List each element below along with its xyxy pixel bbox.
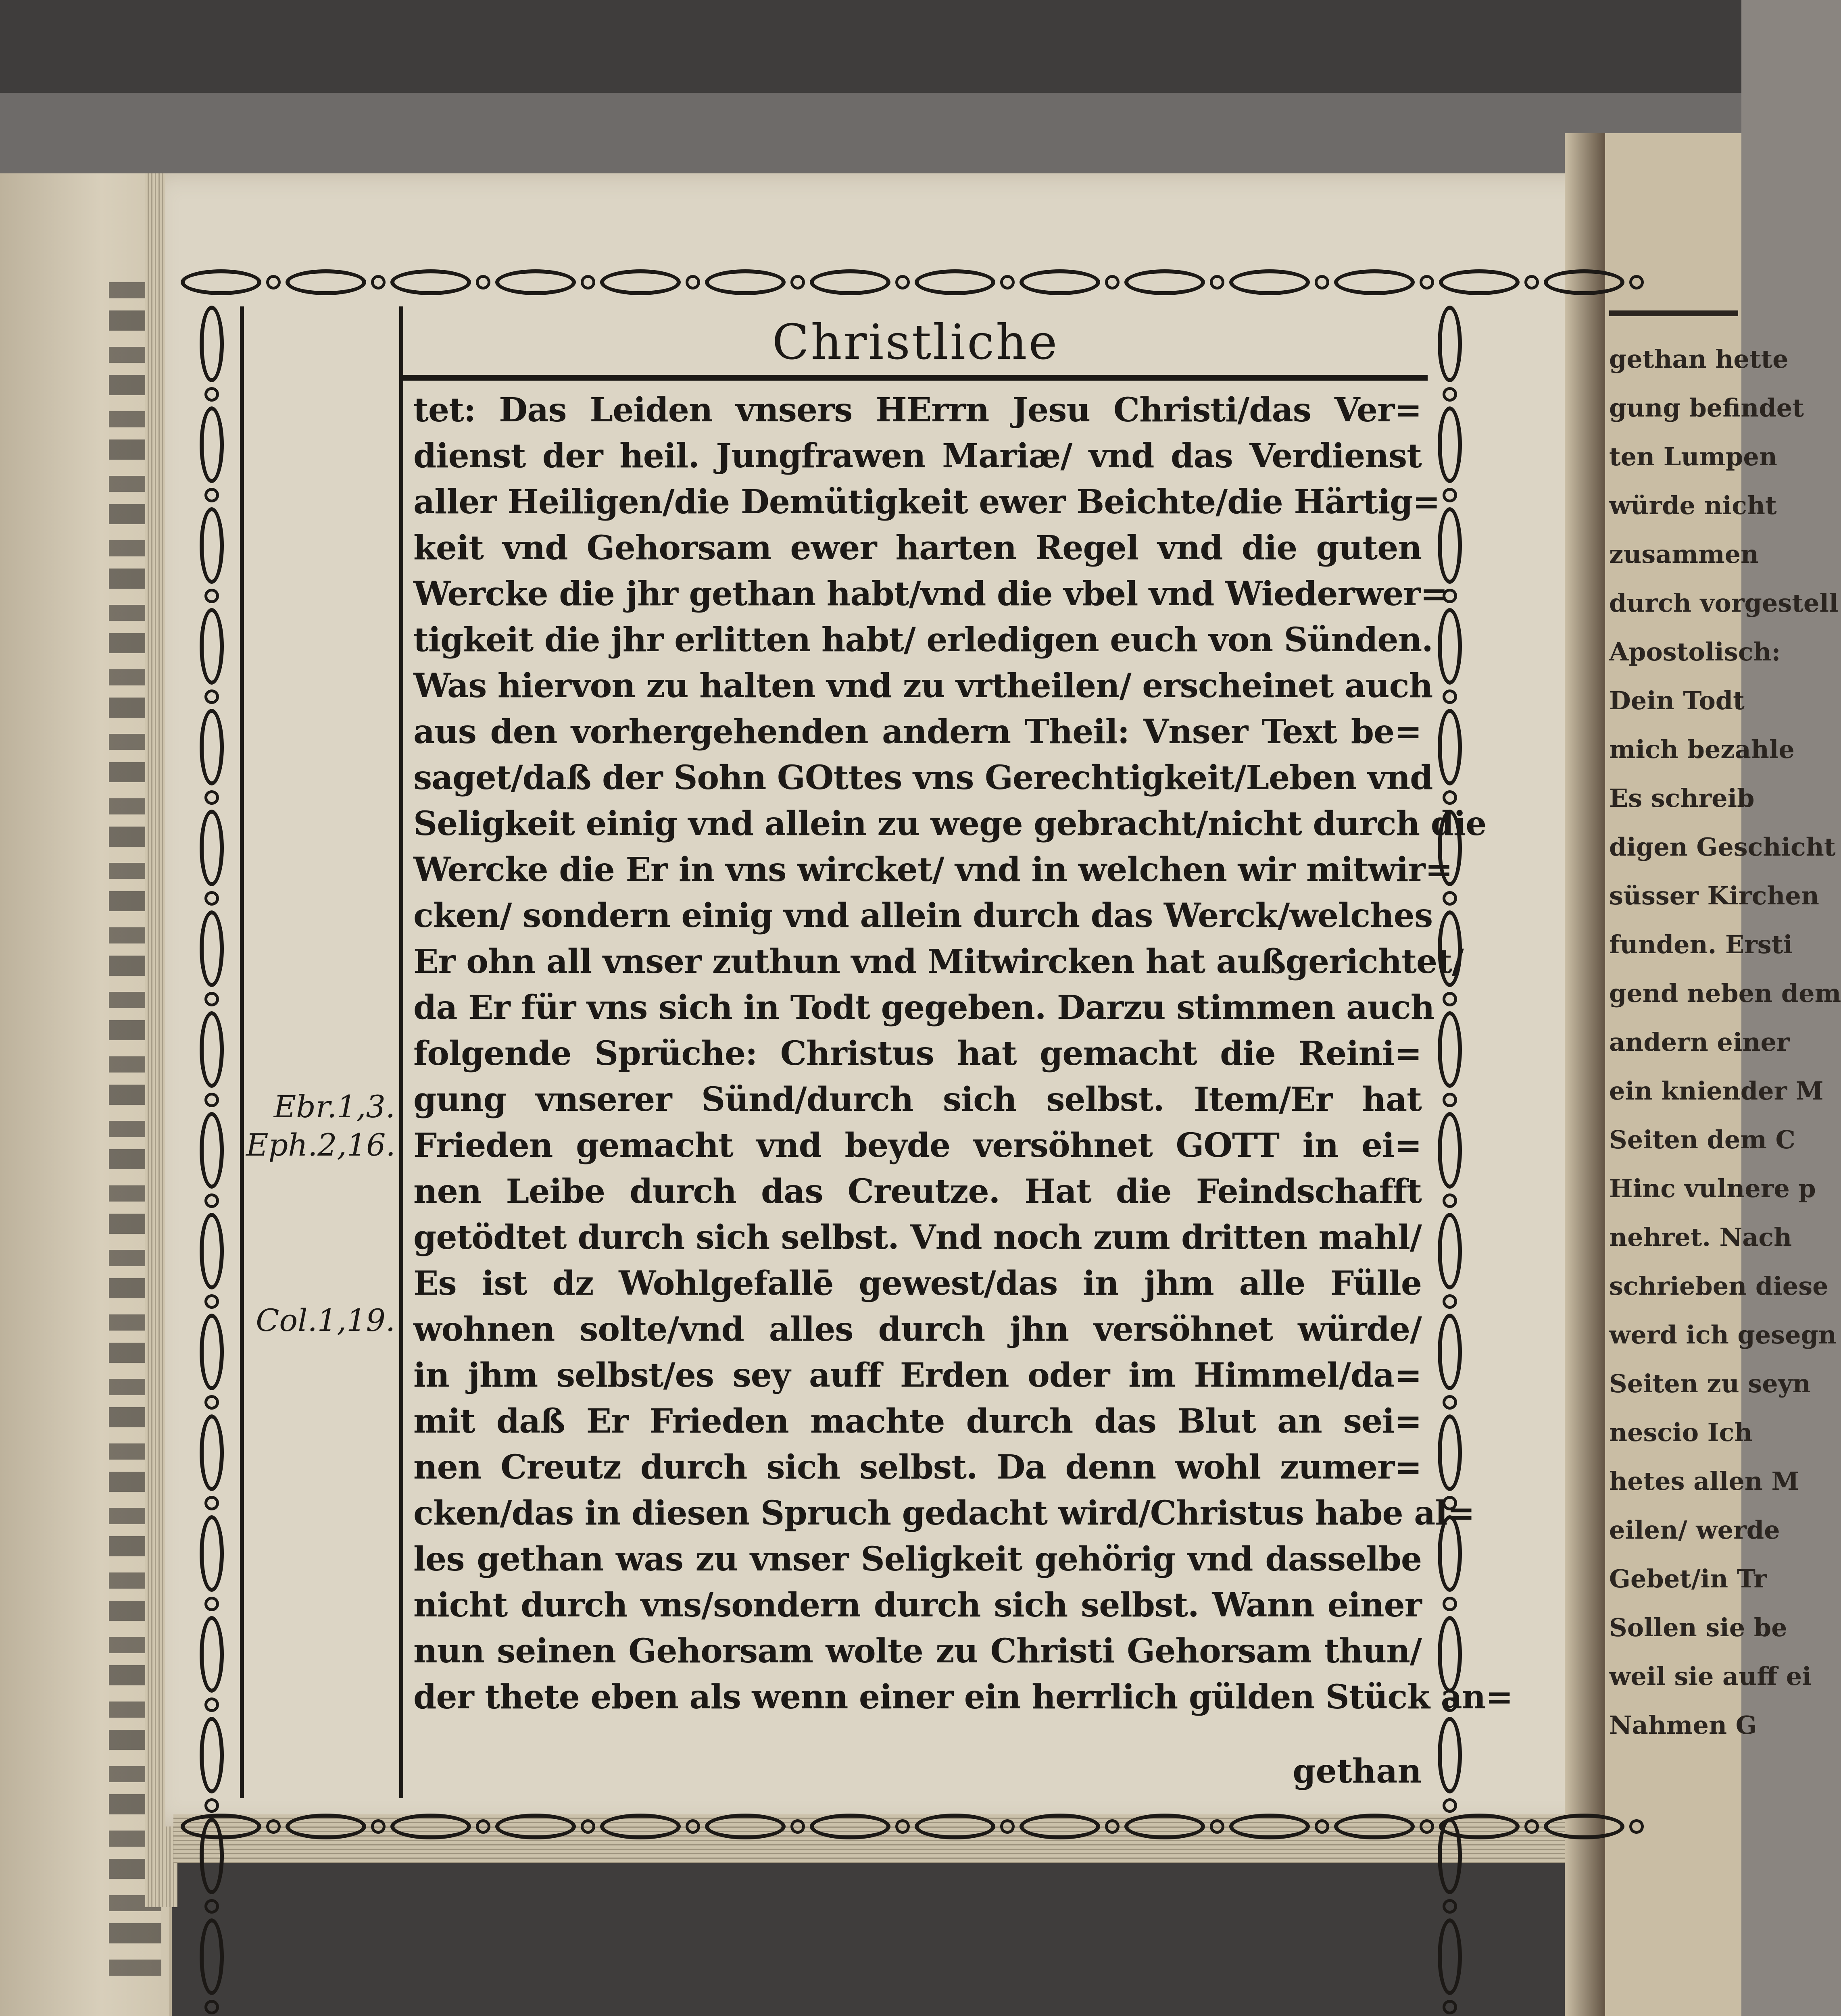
ornament-dot bbox=[1443, 488, 1457, 502]
ornament-dot bbox=[1105, 275, 1120, 289]
ornament-link bbox=[495, 269, 576, 295]
ornament-dot bbox=[1443, 1899, 1457, 1914]
ornament-dot bbox=[1315, 275, 1329, 289]
ornament-link bbox=[1438, 1414, 1462, 1491]
right-page-line: gethan hette bbox=[1609, 344, 1789, 374]
ornament-dot bbox=[790, 1819, 805, 1834]
ornament-link bbox=[1438, 709, 1462, 785]
text-line: da Er für vns sich in Todt gegeben. Darzu stimmen auch bbox=[413, 988, 1434, 1027]
ornament-dot bbox=[1443, 1294, 1457, 1309]
ornament-dot bbox=[895, 1819, 910, 1834]
ornament-link bbox=[200, 910, 224, 987]
ornament-dot bbox=[204, 790, 219, 805]
text-line: Seligkeit einig vnd allein zu wege gebracht/nicht durch die bbox=[413, 804, 1487, 843]
body-text bbox=[413, 387, 1513, 1720]
ornament-link bbox=[200, 1314, 224, 1390]
margin-note-eph: Eph.2,16. bbox=[246, 1127, 396, 1163]
ornament-dot bbox=[790, 275, 805, 289]
ornament-dot bbox=[1443, 2000, 1457, 2014]
right-page bbox=[1605, 133, 1841, 2016]
text-line: nen Creutz durch sich selbst. Da denn wohl zumer= bbox=[413, 1448, 1422, 1487]
ornament-dot bbox=[1443, 387, 1457, 402]
ornament-link bbox=[200, 1717, 224, 1793]
ornament-link bbox=[1438, 1112, 1462, 1189]
text-line: les gethan was zu vnser Seligkeit gehörig vnd dasselbe bbox=[413, 1540, 1422, 1579]
ornament-link bbox=[200, 306, 224, 382]
ornament-link bbox=[1438, 608, 1462, 685]
text-line: tigkeit die jhr erlitten habt/ erledigen euch von Sünden. bbox=[413, 621, 1433, 659]
ornament-dot bbox=[1315, 1819, 1329, 1834]
ornament-dot bbox=[204, 992, 219, 1006]
ornament-dot bbox=[1443, 891, 1457, 906]
ornament-dot bbox=[204, 1798, 219, 1813]
ornament-link bbox=[200, 1818, 224, 1894]
ornament-dot bbox=[1443, 1597, 1457, 1611]
right-page-line: Apostolisch: bbox=[1609, 637, 1781, 666]
right-page-line: eilen/ werde bbox=[1609, 1515, 1780, 1545]
ornament-link bbox=[1229, 269, 1310, 295]
right-page-line: nehret. Nach bbox=[1609, 1223, 1792, 1252]
ornament-link bbox=[1438, 1818, 1462, 1894]
ornament-border-top bbox=[177, 262, 1468, 302]
right-page-line: süsser Kirchen bbox=[1609, 881, 1819, 910]
right-page-line: hetes allen M bbox=[1609, 1466, 1799, 1496]
ornament-link bbox=[200, 406, 224, 483]
text-column-rule bbox=[399, 306, 403, 1798]
ornament-dot bbox=[476, 1819, 490, 1834]
ornament-link bbox=[1334, 1814, 1415, 1839]
ornament-link bbox=[200, 1515, 224, 1592]
ornament-dot bbox=[1629, 1819, 1644, 1834]
right-page-line: funden. Ersti bbox=[1609, 930, 1793, 959]
ornament-border-left bbox=[194, 302, 230, 1806]
ornament-dot bbox=[204, 387, 219, 402]
ornament-dot bbox=[1000, 275, 1015, 289]
text-line: nun seinen Gehorsam wolte zu Christi Gehorsam thun/ bbox=[413, 1632, 1422, 1670]
text-line: saget/daß der Sohn GOttes vns Gerechtigkeit/Leben vnd bbox=[413, 758, 1433, 797]
ornament-dot bbox=[1443, 790, 1457, 805]
ornament-link bbox=[1439, 269, 1520, 295]
text-line: Was hiervon zu halten vnd zu vrtheilen/ erscheinet auch bbox=[413, 666, 1433, 705]
right-page-line: durch vorgestell bbox=[1609, 588, 1839, 618]
ornament-link bbox=[200, 1213, 224, 1289]
ornament-link bbox=[1334, 269, 1415, 295]
ornament-link bbox=[200, 1011, 224, 1088]
right-page-line: andern einer bbox=[1609, 1027, 1790, 1057]
ornament-dot bbox=[581, 275, 595, 289]
text-line: dienst der heil. Jungfrawen Mariæ/ vnd das Verdienst bbox=[413, 437, 1422, 475]
ornament-link bbox=[600, 269, 681, 295]
right-page-line: Es schreib bbox=[1609, 783, 1755, 813]
ornament-link bbox=[200, 507, 224, 584]
text-line: aller Heiligen/die Demütigkeit ewer Beichte/die Härtig= bbox=[413, 483, 1440, 521]
ornament-dot bbox=[581, 1819, 595, 1834]
ornament-dot bbox=[204, 1395, 219, 1410]
ornament-dot bbox=[204, 589, 219, 603]
ornament-link bbox=[200, 1616, 224, 1693]
ornament-dot bbox=[1443, 1798, 1457, 1813]
ornament-dot bbox=[1420, 1819, 1434, 1834]
text-line: aus den vorhergehenden andern Theil: Vnser Text be= bbox=[413, 712, 1422, 751]
ornament-link bbox=[810, 269, 890, 295]
text-line: in jhm selbst/es sey auff Erden oder im Himmel/da= bbox=[413, 1356, 1422, 1395]
ornament-link bbox=[200, 709, 224, 785]
ornament-link bbox=[1438, 507, 1462, 584]
ornament-dot bbox=[1443, 689, 1457, 704]
text-line: Wercke die Er in vns wircket/ vnd in welchen wir mitwir= bbox=[413, 850, 1453, 889]
ornament-link bbox=[1020, 269, 1100, 295]
right-page-line: Hinc vulnere p bbox=[1609, 1174, 1816, 1203]
ornament-link bbox=[390, 1814, 471, 1839]
ornament-border-bottom bbox=[177, 1806, 1468, 1847]
catchword: gethan bbox=[1293, 1752, 1422, 1791]
ornament-dot bbox=[1524, 1819, 1539, 1834]
text-line: gung vnserer Sünd/durch sich selbst. Item/Er hat bbox=[413, 1080, 1422, 1119]
ornament-link bbox=[286, 1814, 366, 1839]
ornament-dot bbox=[895, 275, 910, 289]
text-line: nicht durch vns/sondern durch sich selbst. Wann einer bbox=[413, 1586, 1422, 1624]
ornament-dot bbox=[204, 2000, 219, 2014]
running-head-rule bbox=[403, 375, 1428, 381]
ornament-dot bbox=[204, 1093, 219, 1107]
text-line: Wercke die jhr gethan habt/vnd die vbel vnd Wiederwer= bbox=[413, 575, 1448, 613]
ornament-dot bbox=[1443, 992, 1457, 1006]
ornament-link bbox=[286, 269, 366, 295]
text-line: nen Leibe durch das Creutze. Hat die Feindschafft bbox=[413, 1172, 1422, 1211]
ornament-link bbox=[200, 1414, 224, 1491]
ornament-link bbox=[810, 1814, 890, 1839]
ornamental-frame bbox=[177, 250, 1513, 1871]
ornament-link bbox=[1020, 1814, 1100, 1839]
ornament-link bbox=[915, 269, 995, 295]
right-page-line: zusammen bbox=[1609, 539, 1759, 569]
ornament-dot bbox=[266, 275, 281, 289]
right-page-line: Gebet/in Tr bbox=[1609, 1564, 1767, 1593]
ornament-dot bbox=[204, 689, 219, 704]
ornament-link bbox=[181, 269, 261, 295]
text-line: wohnen solte/vnd alles durch jhn versöhnet würde/ bbox=[413, 1310, 1422, 1349]
ornament-dot bbox=[204, 1294, 219, 1309]
ornament-dot bbox=[266, 1819, 281, 1834]
ornament-dot bbox=[204, 1899, 219, 1914]
text-line: Frieden gemacht vnd beyde versöhnet GOTT in ei= bbox=[413, 1126, 1422, 1165]
right-page-line: Sollen sie be bbox=[1609, 1613, 1787, 1642]
ornament-dot bbox=[371, 1819, 386, 1834]
ornament-dot bbox=[1210, 1819, 1224, 1834]
ornament-dot bbox=[1000, 1819, 1015, 1834]
right-page-text bbox=[1609, 335, 1841, 1749]
text-line: cken/das in diesen Spruch gedacht wird/Christus habe al= bbox=[413, 1494, 1475, 1533]
right-page-line: gend neben dem bbox=[1609, 979, 1841, 1008]
ornament-link bbox=[1438, 306, 1462, 382]
right-page-line: digen Geschicht bbox=[1609, 832, 1836, 862]
right-page-line: nescio Ich bbox=[1609, 1418, 1753, 1447]
ornament-dot bbox=[204, 1597, 219, 1611]
ornament-dot bbox=[204, 1697, 219, 1712]
right-page-line: werd ich gesegn bbox=[1609, 1320, 1837, 1350]
ornament-link bbox=[200, 1112, 224, 1189]
ornament-dot bbox=[476, 275, 490, 289]
ornament-dot bbox=[204, 891, 219, 906]
right-page-line: Seiten dem C bbox=[1609, 1125, 1795, 1154]
ornament-link bbox=[915, 1814, 995, 1839]
ornament-link bbox=[495, 1814, 576, 1839]
ornament-link bbox=[705, 269, 786, 295]
right-page-line: ten Lumpen bbox=[1609, 442, 1777, 471]
ornament-link bbox=[200, 608, 224, 685]
text-line: cken/ sondern einig vnd allein durch das Werck/welches bbox=[413, 896, 1433, 935]
ornament-link bbox=[1438, 1011, 1462, 1088]
ornament-link bbox=[1438, 1918, 1462, 1995]
ornament-border-right bbox=[1432, 302, 1468, 1806]
right-page-line: schrieben diese bbox=[1609, 1271, 1828, 1301]
ornament-link bbox=[200, 1918, 224, 1995]
text-line: Es ist dz Wohlgefallē gewest/das in jhm alle Fülle bbox=[413, 1264, 1422, 1303]
ornament-link bbox=[1438, 1717, 1462, 1793]
ornament-link bbox=[1124, 1814, 1205, 1839]
text-line: tet: Das Leiden vnsers HErrn Jesu Christi/das Ver= bbox=[413, 391, 1422, 429]
ornament-dot bbox=[1443, 1193, 1457, 1208]
ornament-link bbox=[1544, 1814, 1624, 1839]
right-page-line: Dein Todt bbox=[1609, 686, 1745, 715]
ornament-dot bbox=[1524, 275, 1539, 289]
ornament-dot bbox=[686, 1819, 700, 1834]
ornament-dot bbox=[204, 1193, 219, 1208]
ornament-dot bbox=[204, 488, 219, 502]
ornament-dot bbox=[1629, 275, 1644, 289]
text-line: der thete eben als wenn einer ein herrlich gülden Stück an= bbox=[413, 1678, 1513, 1716]
margin-note-col: Col.1,19. bbox=[256, 1302, 395, 1338]
right-page-line: Seiten zu seyn bbox=[1609, 1369, 1811, 1398]
right-page-line: ein kniender M bbox=[1609, 1076, 1824, 1106]
ornament-link bbox=[1124, 269, 1205, 295]
ornament-link bbox=[1438, 406, 1462, 483]
ornament-dot bbox=[1443, 1395, 1457, 1410]
ornament-link bbox=[1438, 1213, 1462, 1289]
ornament-dot bbox=[1210, 275, 1224, 289]
right-page-line: weil sie auff ei bbox=[1609, 1662, 1812, 1691]
ornament-link bbox=[600, 1814, 681, 1839]
ornament-link bbox=[1438, 1314, 1462, 1390]
ornament-dot bbox=[686, 275, 700, 289]
text-line: folgende Sprüche: Christus hat gemacht die Reini= bbox=[413, 1034, 1422, 1073]
right-page-head-rule bbox=[1609, 310, 1738, 316]
right-page-line: gung befindet bbox=[1609, 393, 1804, 423]
text-line: getödtet durch sich selbst. Vnd noch zum dritten mahl/ bbox=[413, 1218, 1422, 1257]
ornament-link bbox=[200, 810, 224, 886]
ornament-dot bbox=[1420, 275, 1434, 289]
ornament-dot bbox=[371, 275, 386, 289]
ornament-dot bbox=[1105, 1819, 1120, 1834]
text-line: mit daß Er Frieden machte durch das Blut an sei= bbox=[413, 1402, 1422, 1441]
text-line: Er ohn all vnser zuthun vnd Mitwircken hat außgerichtet/ bbox=[413, 942, 1464, 981]
ornament-link bbox=[390, 269, 471, 295]
ornament-link bbox=[705, 1814, 786, 1839]
ornament-link bbox=[1544, 269, 1624, 295]
right-page-line: Nahmen G bbox=[1609, 1710, 1757, 1740]
ornament-dot bbox=[1443, 1093, 1457, 1107]
ornament-link bbox=[1229, 1814, 1310, 1839]
right-page-line: mich bezahle bbox=[1609, 735, 1795, 764]
text-line: keit vnd Gehorsam ewer harten Regel vnd die guten bbox=[413, 529, 1422, 567]
margin-note-ebr: Ebr.1,3. bbox=[273, 1089, 395, 1125]
right-page-line: würde nicht bbox=[1609, 491, 1777, 520]
ornament-dot bbox=[204, 1496, 219, 1510]
margin-column-rule bbox=[240, 306, 244, 1798]
grey-backing-card bbox=[0, 93, 1741, 185]
running-head: Christliche bbox=[772, 314, 1059, 371]
